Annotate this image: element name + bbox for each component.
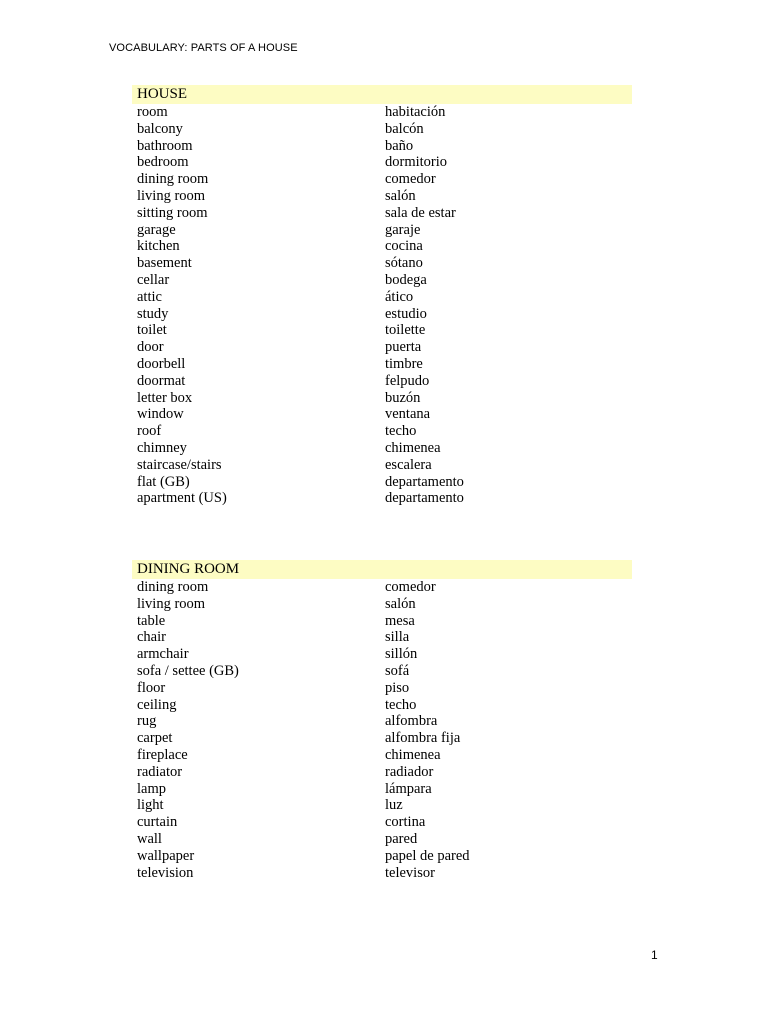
english-term: living room: [137, 187, 206, 204]
spanish-term: ático: [385, 288, 414, 305]
vocab-list-dining-room: [132, 579, 632, 881]
spanish-term: escalera: [385, 456, 432, 473]
spanish-term: techo: [385, 423, 417, 440]
english-term: armchair: [137, 646, 189, 663]
english-term: sitting room: [137, 204, 208, 221]
english-term: bedroom: [137, 154, 189, 171]
spanish-term: baño: [385, 137, 414, 154]
vocab-row: [132, 205, 632, 222]
vocab-row: [132, 613, 632, 630]
english-term: kitchen: [137, 238, 180, 255]
english-term: staircase/stairs: [137, 456, 222, 473]
english-term: carpet: [137, 730, 173, 747]
english-term: window: [137, 406, 184, 423]
vocab-row: [132, 730, 632, 747]
spanish-term: estudio: [385, 305, 427, 322]
english-term: lamp: [137, 780, 166, 797]
vocab-row: [132, 306, 632, 323]
vocab-row: [132, 797, 632, 814]
spanish-term: luz: [385, 797, 403, 814]
english-term: garage: [137, 221, 176, 238]
vocab-row: [132, 121, 632, 138]
english-term: rug: [137, 713, 157, 730]
spanish-term: sala de estar: [385, 204, 456, 221]
vocab-row: [132, 747, 632, 764]
english-term: wall: [137, 830, 162, 847]
vocab-row: [132, 423, 632, 440]
vocab-row: [132, 865, 632, 882]
spanish-term: radiador: [385, 763, 434, 780]
page-number: 1: [651, 948, 658, 962]
spanish-term: puerta: [385, 339, 422, 356]
english-term: fireplace: [137, 746, 188, 763]
english-term: dining room: [137, 579, 209, 595]
vocab-row: [132, 579, 632, 596]
spanish-term: comedor: [385, 579, 436, 595]
spanish-term: lámpara: [385, 780, 432, 797]
english-term: toilet: [137, 322, 167, 339]
english-term: door: [137, 339, 164, 356]
spanish-term: techo: [385, 696, 417, 713]
spanish-term: bodega: [385, 271, 427, 288]
spanish-term: alfombra: [385, 713, 438, 730]
vocab-row: [132, 596, 632, 613]
spanish-term: departamento: [385, 473, 464, 490]
vocab-row: [132, 272, 632, 289]
vocab-row: [132, 104, 632, 121]
vocab-row: [132, 238, 632, 255]
spanish-term: piso: [385, 679, 410, 696]
vocab-row: [132, 255, 632, 272]
spanish-term: timbre: [385, 355, 423, 372]
spanish-term: sofá: [385, 662, 410, 679]
vocab-row: [132, 440, 632, 457]
english-term: radiator: [137, 763, 183, 780]
english-term: television: [137, 864, 194, 881]
english-term: room: [137, 104, 168, 120]
vocab-row: [132, 629, 632, 646]
spanish-term: comedor: [385, 171, 436, 188]
spanish-term: papel de pared: [385, 847, 470, 864]
spanish-term: habitación: [385, 104, 446, 120]
english-term: chair: [137, 629, 166, 646]
english-term: study: [137, 305, 169, 322]
vocab-row: [132, 356, 632, 373]
english-term: ceiling: [137, 696, 177, 713]
vocab-row: [132, 680, 632, 697]
spanish-term: cocina: [385, 238, 423, 255]
spanish-term: garaje: [385, 221, 421, 238]
vocab-row: [132, 663, 632, 680]
vocab-row: [132, 490, 632, 507]
vocab-row: [132, 831, 632, 848]
english-term: roof: [137, 423, 162, 440]
spanish-term: ventana: [385, 406, 431, 423]
section-title-house: HOUSE: [132, 85, 632, 104]
english-term: chimney: [137, 439, 187, 456]
spanish-term: chimenea: [385, 439, 441, 456]
english-term: doormat: [137, 372, 186, 389]
vocab-row: [132, 713, 632, 730]
page-header-title: VOCABULARY: PARTS OF A HOUSE: [109, 42, 298, 54]
spanish-term: silla: [385, 629, 410, 646]
vocab-row: [132, 322, 632, 339]
spanish-term: departamento: [385, 490, 464, 507]
spanish-term: chimenea: [385, 746, 441, 763]
spanish-term: salón: [385, 595, 416, 612]
english-term: flat (GB): [137, 473, 190, 490]
spanish-term: toilette: [385, 322, 426, 339]
spanish-term: sillón: [385, 646, 418, 663]
vocab-row: [132, 764, 632, 781]
spanish-term: alfombra fija: [385, 730, 461, 747]
english-term: table: [137, 612, 166, 629]
spanish-term: felpudo: [385, 372, 430, 389]
section-title-dining-room: DINING ROOM: [132, 560, 632, 579]
spanish-term: salón: [385, 187, 416, 204]
english-term: wallpaper: [137, 847, 195, 864]
vocab-row: [132, 138, 632, 155]
english-term: curtain: [137, 814, 178, 831]
english-term: dining room: [137, 171, 209, 188]
vocab-row: [132, 646, 632, 663]
english-term: basement: [137, 255, 192, 272]
vocab-row: [132, 289, 632, 306]
vocab-row: [132, 188, 632, 205]
vocab-row: [132, 339, 632, 356]
vocab-row: [132, 474, 632, 491]
vocab-row: [132, 457, 632, 474]
english-term: bathroom: [137, 137, 193, 154]
vocab-row: [132, 406, 632, 423]
english-term: letter box: [137, 389, 193, 406]
english-term: apartment (US): [137, 490, 227, 507]
spanish-term: balcón: [385, 120, 424, 137]
vocab-row: [132, 154, 632, 171]
section-dining-room: [132, 560, 632, 881]
vocab-row: [132, 697, 632, 714]
vocab-row: [132, 373, 632, 390]
section-house: [132, 85, 632, 507]
english-term: sofa / settee (GB): [137, 662, 239, 679]
english-term: light: [137, 797, 164, 814]
spanish-term: sótano: [385, 255, 423, 272]
spanish-term: pared: [385, 830, 418, 847]
vocab-row: [132, 781, 632, 798]
english-term: living room: [137, 595, 206, 612]
english-term: attic: [137, 288, 162, 305]
spanish-term: mesa: [385, 612, 415, 629]
english-term: floor: [137, 679, 166, 696]
spanish-term: televisor: [385, 864, 435, 881]
vocab-row: [132, 814, 632, 831]
spanish-term: cortina: [385, 814, 426, 831]
english-term: doorbell: [137, 355, 186, 372]
english-term: balcony: [137, 120, 183, 137]
vocab-row: [132, 171, 632, 188]
vocab-list-house: [132, 104, 632, 507]
spanish-term: buzón: [385, 389, 421, 406]
vocab-row: [132, 848, 632, 865]
english-term: cellar: [137, 271, 170, 288]
spanish-term: dormitorio: [385, 154, 448, 171]
vocab-row: [132, 222, 632, 239]
vocab-row: [132, 390, 632, 407]
